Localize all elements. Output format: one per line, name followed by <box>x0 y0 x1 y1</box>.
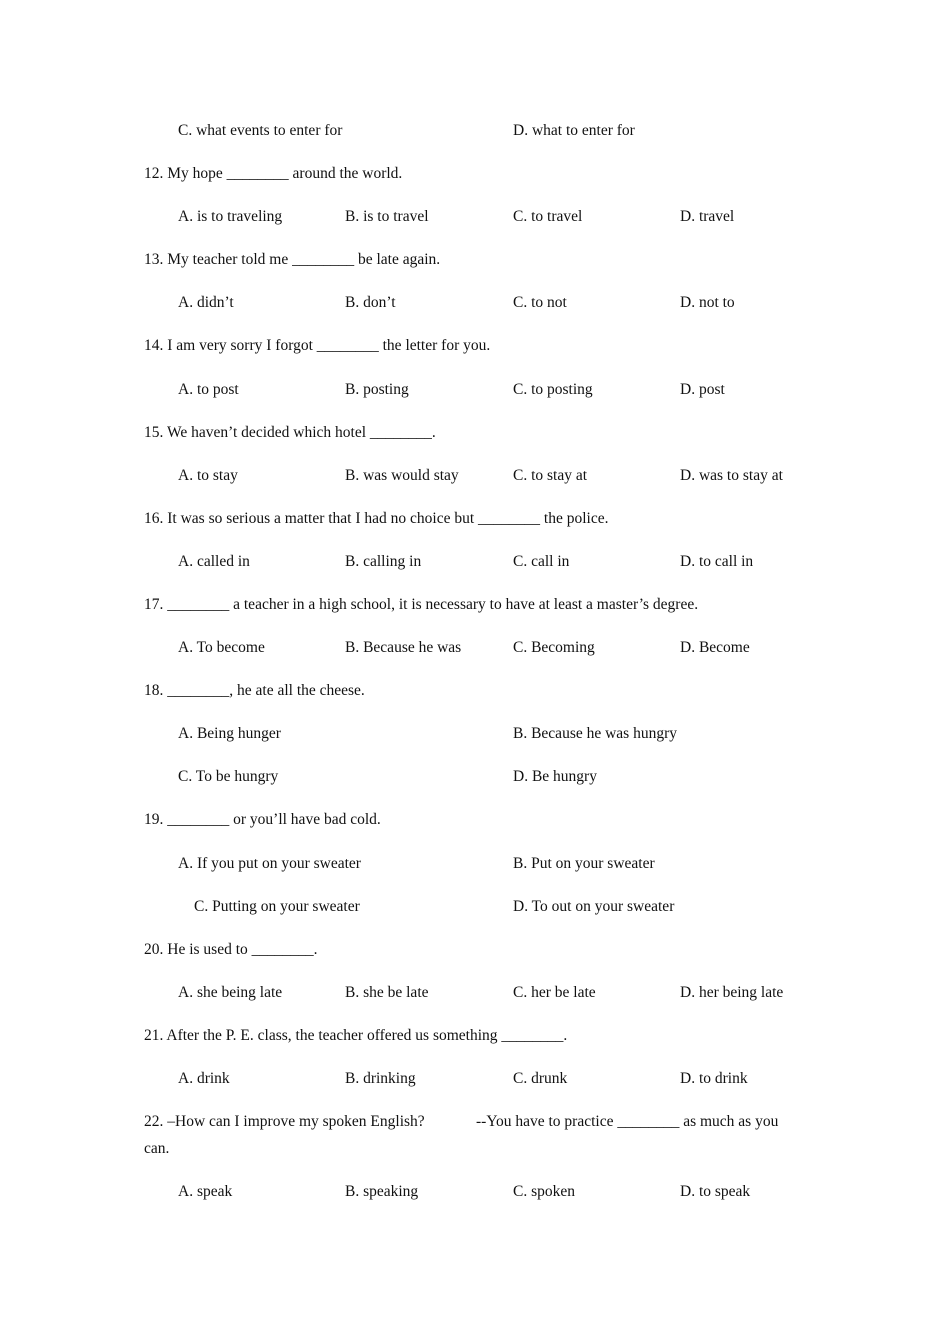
q19-option-b: B. Put on your sweater <box>513 855 655 872</box>
question-22-stem-part2: --You have to practice ________ as much as you <box>476 1113 779 1130</box>
q13-option-b: B. don’t <box>345 294 396 311</box>
q22-option-d: D. to speak <box>680 1183 751 1200</box>
q21-option-b: B. drinking <box>345 1070 416 1087</box>
q14-option-a: A. to post <box>178 381 239 398</box>
question-15-stem: 15. We haven’t decided which hotel ________. <box>144 424 436 441</box>
q22-option-a: A. speak <box>178 1183 233 1200</box>
question-22-stem-part1: 22. –How can I improve my spoken English? <box>144 1113 425 1130</box>
question-19-stem: 19. ________ or you’ll have bad cold. <box>144 811 381 828</box>
q18-option-b: B. Because he was hungry <box>513 725 677 742</box>
q20-option-a: A. she being late <box>178 984 283 1001</box>
q21-option-a: A. drink <box>178 1070 230 1087</box>
q17-option-d: D. Become <box>680 639 750 656</box>
q18-option-c: C. To be hungry <box>178 768 279 785</box>
q15-option-a: A. to stay <box>178 467 238 484</box>
q13-option-d: D. not to <box>680 294 735 311</box>
q19-option-c: C. Putting on your sweater <box>194 898 360 915</box>
q14-option-d: D. post <box>680 381 725 398</box>
q16-option-c: C. call in <box>513 553 570 570</box>
q20-option-c: C. her be late <box>513 984 596 1001</box>
q22-option-c: C. spoken <box>513 1183 575 1200</box>
question-22-stem-part3: can. <box>144 1140 170 1157</box>
q17-option-c: C. Becoming <box>513 639 595 656</box>
question-13-stem: 13. My teacher told me ________ be late again. <box>144 251 441 268</box>
q18-option-a: A. Being hunger <box>178 725 281 742</box>
question-14-stem: 14. I am very sorry I forgot ________ the letter for you. <box>144 337 491 354</box>
q16-option-d: D. to call in <box>680 553 754 570</box>
q15-option-b: B. was would stay <box>345 467 459 484</box>
q19-option-a: A. If you put on your sweater <box>178 855 361 872</box>
q16-option-b: B. calling in <box>345 553 422 570</box>
q11-option-d: D. what to enter for <box>513 122 635 139</box>
q21-option-c: C. drunk <box>513 1070 568 1087</box>
q17-option-b: B. Because he was <box>345 639 462 656</box>
q14-option-c: C. to posting <box>513 381 593 398</box>
question-12-stem: 12. My hope ________ around the world. <box>144 165 403 182</box>
q20-option-d: D. her being late <box>680 984 784 1001</box>
q13-option-a: A. didn’t <box>178 294 234 311</box>
q14-option-b: B. posting <box>345 381 409 398</box>
q12-option-c: C. to travel <box>513 208 583 225</box>
question-16-stem: 16. It was so serious a matter that I had no choice but ________ the police. <box>144 510 609 527</box>
q13-option-c: C. to not <box>513 294 567 311</box>
q12-option-b: B. is to travel <box>345 208 429 225</box>
q12-option-a: A. is to traveling <box>178 208 283 225</box>
q20-option-b: B. she be late <box>345 984 429 1001</box>
q18-option-d: D. Be hungry <box>513 768 597 785</box>
question-20-stem: 20. He is used to ________. <box>144 941 318 958</box>
q11-option-c: C. what events to enter for <box>178 122 343 139</box>
question-18-stem: 18. ________, he ate all the cheese. <box>144 682 365 699</box>
q16-option-a: A. called in <box>178 553 250 570</box>
q22-option-b: B. speaking <box>345 1183 419 1200</box>
q17-option-a: A. To become <box>178 639 265 656</box>
question-17-stem: 17. ________ a teacher in a high school, it is necessary to have at least a master’s degree. <box>144 596 699 613</box>
q19-option-d: D. To out on your sweater <box>513 898 675 915</box>
q21-option-d: D. to drink <box>680 1070 748 1087</box>
q12-option-d: D. travel <box>680 208 735 225</box>
q15-option-c: C. to stay at <box>513 467 588 484</box>
q15-option-d: D. was to stay at <box>680 467 783 484</box>
question-21-stem: 21. After the P. E. class, the teacher offered us something ________. <box>144 1027 568 1044</box>
